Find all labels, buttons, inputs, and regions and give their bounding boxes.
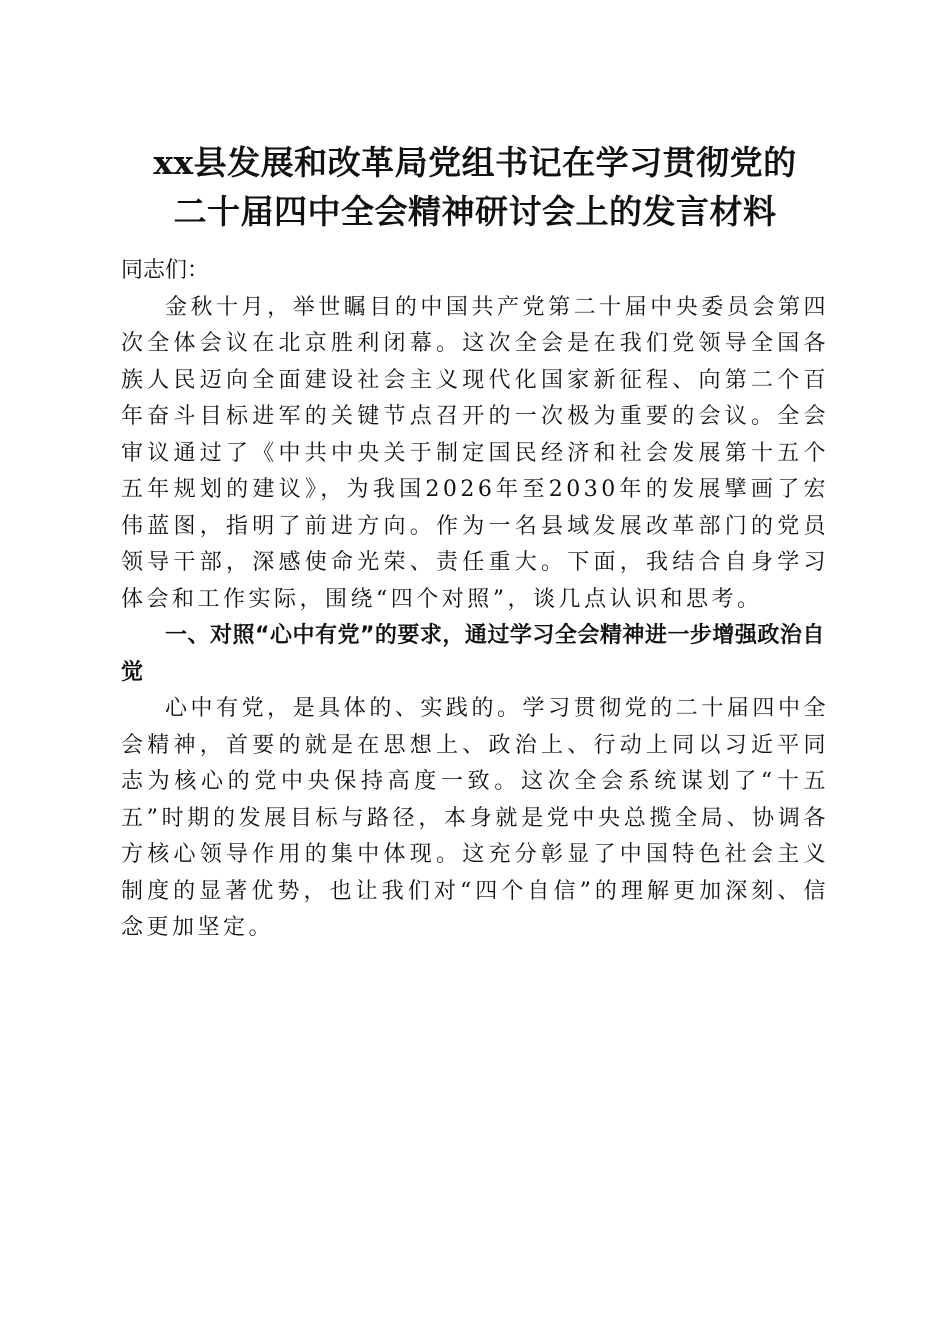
title-line-2: 二十届四中全会精神研讨会上的发言材料: [173, 192, 777, 231]
document-body: [121, 253, 829, 947]
title-line-1: xx县发展和改革局党组书记在学习贯彻党的: [153, 143, 797, 182]
section-1-paragraph: 心中有党，是具体的、实践的。学习贯彻党的二十届四中全会精神，首要的就是在思想上、政治上、行动上同以习近平同志为核心的党中央保持高度一致。这次全会系统谋划了“十五五”时期的发展目标与路径，本身就是党中央总揽全局、协调各方核心领导作用的集中体现。这充分彰显了中国特色社会主义制度的显著优势，也让我们对“四个自信”的理解更加深刻、信念更加坚定。: [121, 696, 829, 940]
section-heading-1: 一、对照“心中有党”的要求，通过学习全会精神进一步增强政治自觉: [121, 623, 825, 685]
document-title: [60, 138, 890, 236]
salutation: 同志们：: [121, 258, 210, 283]
intro-paragraph: 金秋十月，举世瞩目的中国共产党第二十届中央委员会第四次全体会议在北京胜利闭幕。这次全会是在我们党领导全国各族人民迈向全面建设社会主义现代化国家新征程、向第二个百年奋斗目标进军的关键节点召开的一次极为重要的会议。全会审议通过了《中共中央关于制定国民经济和社会发展第十五个五年规划的建议》，为我国2026年至2030年的发展擘画了宏伟蓝图，指明了前进方向。作为一名县域发展改革部门的党员领导干部，深感使命光荣、责任重大。下面，我结合自身学习体会和工作实际，围绕“四个对照”，谈几点认识和思考。: [121, 294, 829, 612]
